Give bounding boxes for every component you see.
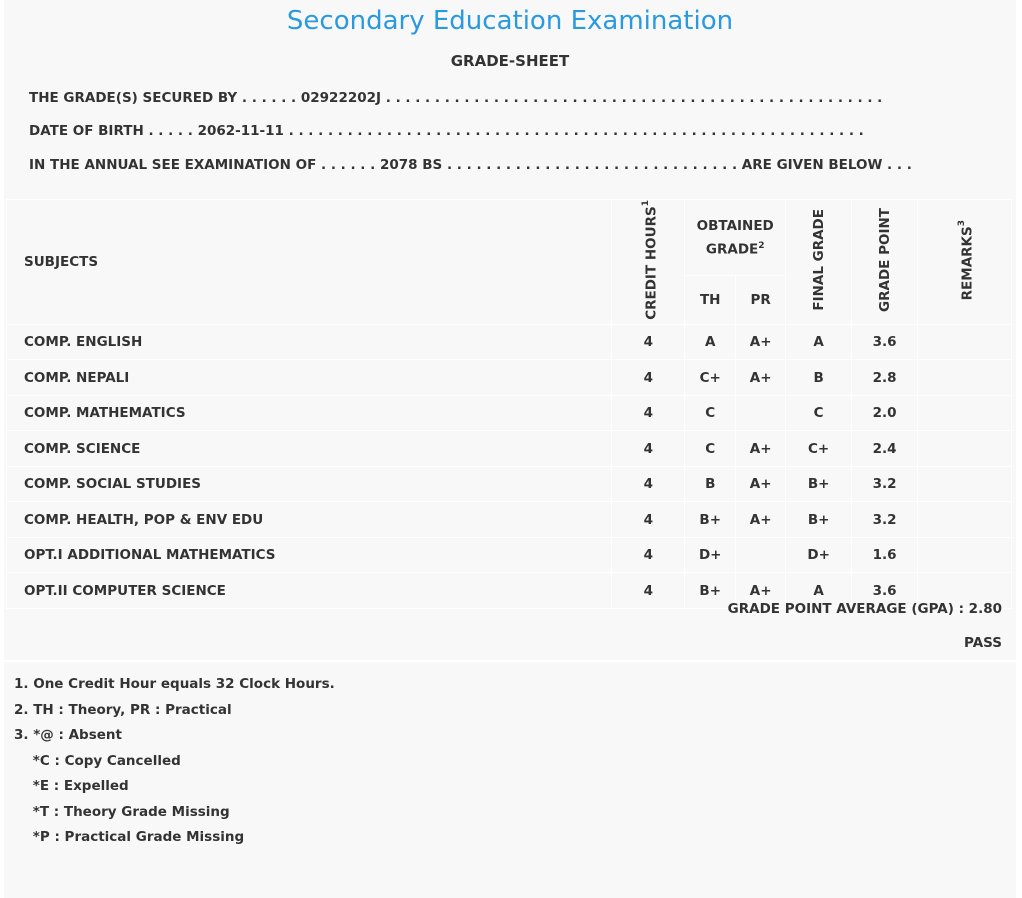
remarks-cell — [918, 502, 1012, 538]
grades-table — [6, 199, 1012, 609]
footnote-item: 2. TH : Theory, PR : Practical — [14, 701, 232, 718]
grade-point-cell: 1.6 — [852, 537, 918, 573]
grade-point-cell: 2.0 — [852, 395, 918, 431]
pr-grade-cell: A+ — [736, 431, 786, 467]
footnote-item: *P : Practical Grade Missing — [14, 829, 245, 845]
th-grade-cell: C+ — [685, 360, 736, 396]
page-title: Secondary Education Examination — [286, 6, 734, 36]
th-grade-cell: C — [685, 395, 736, 431]
final-grade-cell: C — [786, 395, 852, 431]
header-remarks: REMARKS$^3$ — [918, 200, 1012, 325]
table-row — [7, 395, 1012, 431]
credit-cell: 4 — [612, 573, 685, 609]
footnote-item: 3. *@ : Absent — [14, 727, 122, 743]
header-final-grade: FINAL GRADE — [786, 200, 852, 325]
subject-cell: COMP. HEALTH, POP & ENV EDU — [7, 502, 612, 538]
th-grade-cell: B — [685, 466, 736, 502]
final-grade-cell: B — [786, 360, 852, 396]
pr-grade-cell: A+ — [736, 324, 786, 360]
remarks-cell — [918, 431, 1012, 467]
th-grade-cell: B+ — [685, 502, 736, 538]
final-grade-cell: C+ — [786, 431, 852, 467]
th-grade-cell: D+ — [685, 537, 736, 573]
final-grade-cell: A — [786, 573, 852, 609]
grade-point-cell: 3.2 — [852, 502, 918, 538]
final-grade-cell: A — [786, 324, 852, 360]
subject-cell: COMP. ENGLISH — [7, 324, 612, 360]
footnotes — [14, 675, 335, 854]
subject-cell: COMP. MATHEMATICS — [7, 395, 612, 431]
remarks-cell — [918, 324, 1012, 360]
grade-sheet-page — [4, 0, 1016, 898]
credit-cell: 4 — [612, 431, 685, 467]
pr-grade-cell: A+ — [736, 466, 786, 502]
footnote-item: *C : Copy Cancelled — [14, 752, 181, 769]
header-pr: PR — [736, 275, 786, 324]
credit-cell: 4 — [612, 502, 685, 538]
header-subjects: SUBJECTS — [7, 200, 612, 325]
table-row — [7, 537, 1012, 573]
header-credit-hours: CREDIT HOURS$^1$ — [612, 200, 685, 325]
final-grade-cell: B+ — [786, 502, 852, 538]
result-status: PASS — [964, 635, 1002, 651]
grade-point-cell: 2.4 — [852, 431, 918, 467]
pr-grade-cell: A+ — [736, 502, 786, 538]
table-row — [7, 324, 1012, 360]
pr-grade-cell: A+ — [736, 360, 786, 396]
table-row — [7, 360, 1012, 396]
remarks-cell — [918, 395, 1012, 431]
grade-point-cell: 3.6 — [852, 573, 918, 609]
gpa-summary: GRADE POINT AVERAGE (GPA) : 2.80 — [727, 601, 1002, 617]
th-grade-cell: B+ — [685, 573, 736, 609]
credit-cell: 4 — [612, 360, 685, 396]
table-row — [7, 431, 1012, 467]
footnote-item: *E : Expelled — [14, 778, 129, 794]
final-grade-cell: B+ — [786, 466, 852, 502]
grade-point-cell: 3.2 — [852, 466, 918, 502]
credit-cell: 4 — [612, 537, 685, 573]
final-grade-cell: D+ — [786, 537, 852, 573]
credit-cell: 4 — [612, 324, 685, 360]
grade-point-cell: 2.8 — [852, 360, 918, 396]
header-grade-point: GRADE POINT — [852, 200, 918, 325]
footnote-item: 1. One Credit Hour equals 32 Clock Hours. — [14, 676, 335, 692]
credit-cell: 4 — [612, 466, 685, 502]
pr-grade-cell: A+ — [736, 573, 786, 609]
header-th: TH — [685, 275, 736, 324]
th-grade-cell: C — [685, 431, 736, 467]
subject-cell: COMP. NEPALI — [7, 360, 612, 396]
pr-grade-cell — [736, 537, 786, 573]
table-row — [7, 502, 1012, 538]
info-grade-secured: THE GRADE(S) SECURED BY . . . . . . 02922202J . . . . . . . . . . . . . . . . . . . . . . . . . . . . . . . . . . . . . . . . . . . . . . . . . . . — [29, 90, 883, 106]
footnote-item: *T : Theory Grade Missing — [14, 803, 230, 820]
remarks-cell — [918, 537, 1012, 573]
section-divider — [4, 660, 1016, 662]
pr-grade-cell — [736, 395, 786, 431]
remarks-cell — [918, 360, 1012, 396]
info-date-of-birth: DATE OF BIRTH . . . . . 2062-11-11 . . . . . . . . . . . . . . . . . . . . . . . . . . . . . . . . . . . . . . . . . . . . . . . . . . . . . . . . . . . — [29, 123, 864, 139]
subject-cell: COMP. SCIENCE — [7, 431, 612, 467]
info-examination: IN THE ANNUAL SEE EXAMINATION OF . . . . . . 2078 BS . . . . . . . . . . . . . . . . . . . . . . . . . . . . . . ARE GIVEN BELOW . . . — [29, 157, 912, 173]
subject-cell: COMP. SOCIAL STUDIES — [7, 466, 612, 502]
subject-cell: OPT.II COMPUTER SCIENCE — [7, 573, 612, 609]
credit-cell: 4 — [612, 395, 685, 431]
th-grade-cell: A — [685, 324, 736, 360]
table-row — [7, 466, 1012, 502]
header-obtained-grade: OBTAINED GRADE$^2$ — [685, 200, 786, 276]
remarks-cell — [918, 466, 1012, 502]
page-subtitle: GRADE-SHEET — [450, 52, 570, 70]
grade-point-cell: 3.6 — [852, 324, 918, 360]
subject-cell: OPT.I ADDITIONAL MATHEMATICS — [7, 537, 612, 573]
